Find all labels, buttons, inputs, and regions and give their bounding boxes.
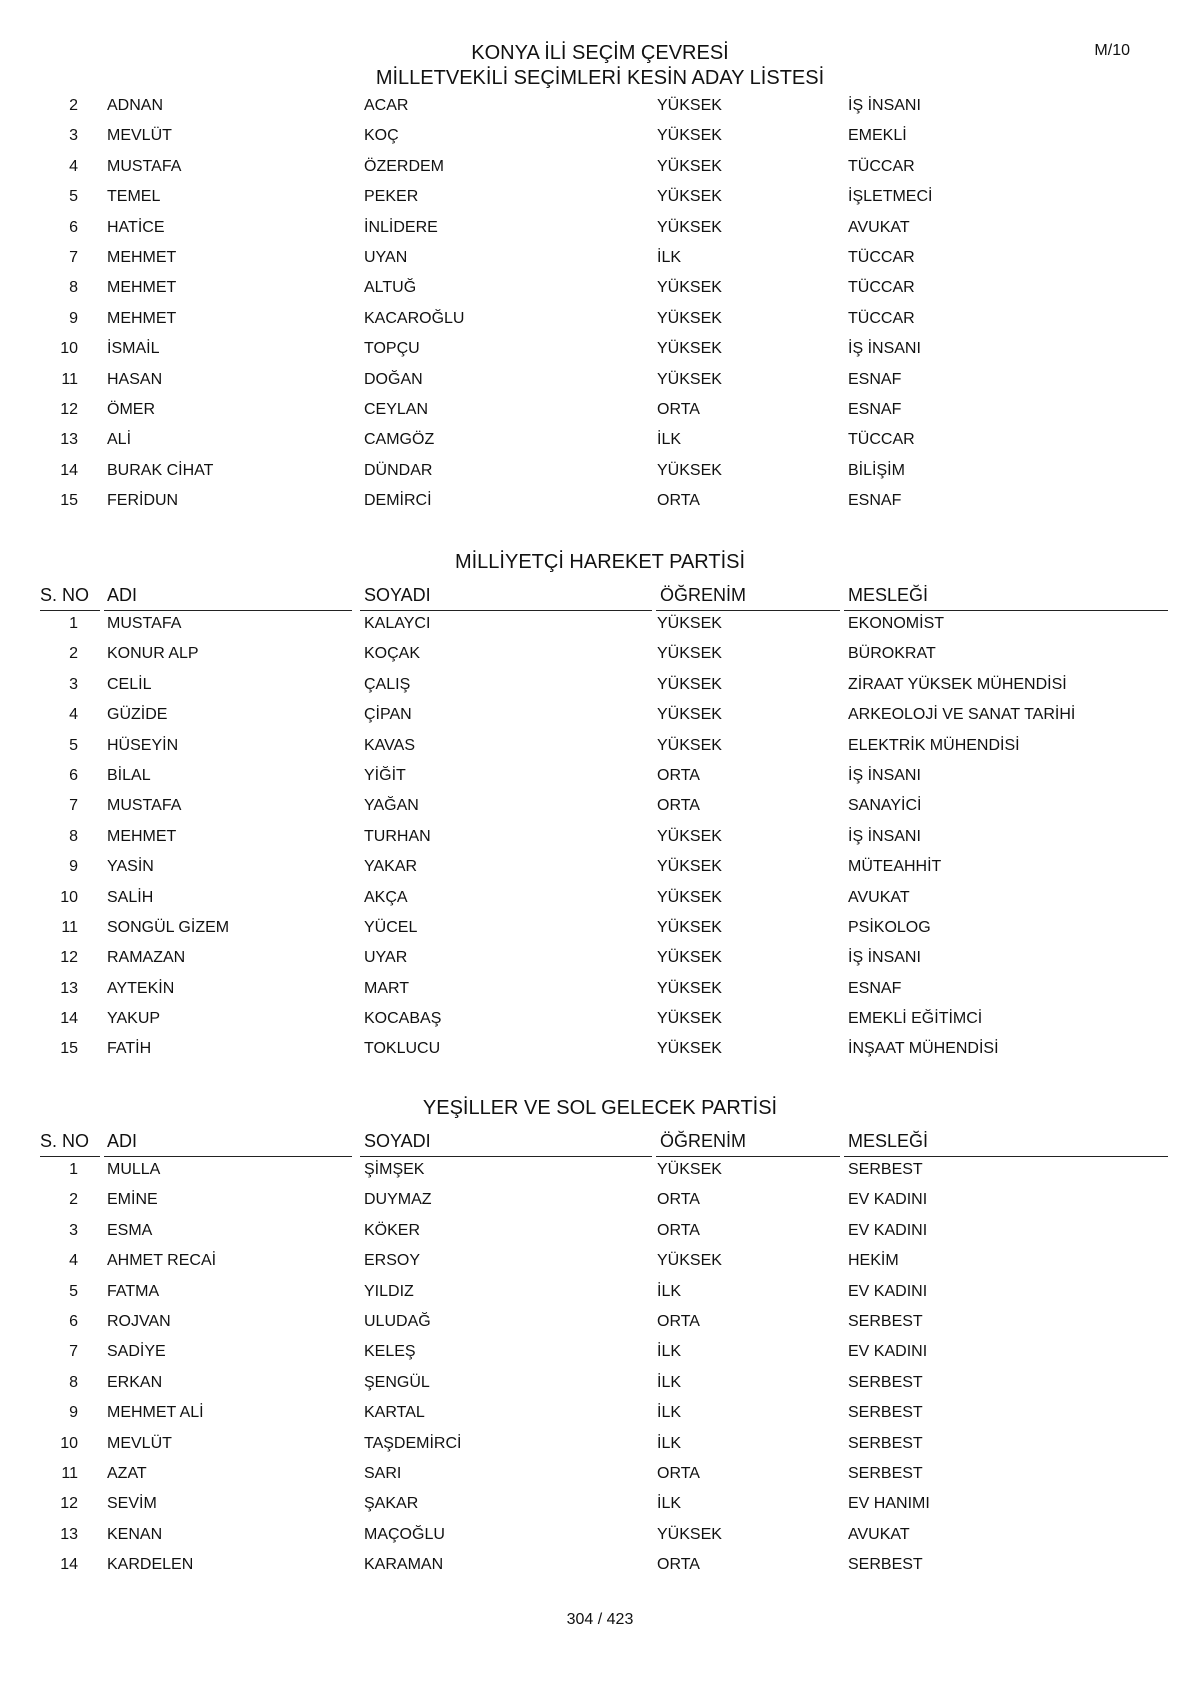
table-row — [0, 365, 1200, 395]
cell-ad: KONUR ALP — [107, 645, 199, 663]
cell-ad: GÜZİDE — [107, 706, 168, 724]
cell-ad: YAKUP — [107, 1010, 161, 1028]
cell-no: 8 — [69, 1373, 78, 1391]
mhp-table — [0, 609, 1200, 1065]
cell-meslek: EKONOMİST — [848, 615, 945, 632]
cell-ogrenim: YÜKSEK — [657, 979, 722, 997]
cell-soyad: KOCABAŞ — [364, 1010, 442, 1028]
cell-no: 7 — [69, 1343, 78, 1361]
cell-soyad: MAÇOĞLU — [364, 1525, 445, 1543]
cell-ogrenim: YÜKSEK — [657, 706, 722, 724]
cell-meslek: ELEKTRİK MÜHENDİSİ — [848, 736, 1020, 754]
cell-ad: AYTEKİN — [107, 979, 175, 997]
table-row — [0, 791, 1200, 821]
cell-meslek: TÜCCAR — [848, 279, 915, 297]
cell-ogrenim: YÜKSEK — [657, 675, 722, 693]
cell-soyad: YILDIZ — [364, 1282, 414, 1300]
cell-soyad: TAŞDEMİRCİ — [364, 1434, 462, 1452]
table-row — [0, 1489, 1200, 1519]
cell-soyad: TOPÇU — [364, 340, 420, 358]
cell-meslek: AVUKAT — [848, 1525, 910, 1543]
cell-meslek: İŞ İNSANI — [848, 827, 921, 845]
table-row — [0, 1277, 1200, 1307]
cell-no: 4 — [69, 706, 78, 724]
cell-soyad: TURHAN — [364, 827, 431, 845]
cell-no: 6 — [69, 1312, 78, 1330]
table-row — [0, 639, 1200, 669]
cell-soyad: ACAR — [364, 97, 409, 114]
cell-ogrenim: İLK — [657, 1373, 682, 1391]
yesiller-table — [0, 1155, 1200, 1580]
cell-ad: AZAT — [107, 1464, 147, 1482]
cell-soyad: KALAYCI — [364, 615, 431, 632]
cell-no: 9 — [69, 858, 78, 876]
table-row — [0, 609, 1200, 639]
cell-ad: ERKAN — [107, 1373, 163, 1391]
cell-no: 2 — [69, 97, 78, 114]
cell-ad: FATİH — [107, 1040, 152, 1058]
cell-soyad: SARI — [364, 1464, 402, 1482]
table-row — [0, 152, 1200, 182]
cell-no: 9 — [69, 1404, 78, 1422]
document-subtitle: MİLLETVEKİLİ SEÇİMLERİ KESİN ADAY LİSTESİ — [375, 67, 825, 89]
cell-meslek: SERBEST — [848, 1556, 923, 1574]
party-title-mhp: MİLLİYETÇİ HAREKET PARTİSİ — [454, 551, 746, 573]
cell-ogrenim: YÜKSEK — [657, 157, 722, 175]
cell-ogrenim: YÜKSEK — [657, 188, 722, 206]
cell-no: 11 — [61, 370, 78, 388]
cell-meslek: BİLİŞİM — [848, 461, 905, 479]
cell-ad: BURAK CİHAT — [107, 461, 214, 479]
cell-ad: SONGÜL GİZEM — [107, 918, 230, 936]
cell-ogrenim: İLK — [657, 431, 682, 449]
cell-no: 6 — [69, 766, 78, 784]
cell-soyad: ÇALIŞ — [364, 675, 411, 693]
cell-soyad: DÜNDAR — [364, 461, 433, 479]
cell-meslek: SERBEST — [848, 1373, 923, 1391]
col-ogrenim-header: ÖĞRENİM — [660, 585, 747, 605]
cell-soyad: YAKAR — [364, 858, 418, 876]
cell-ad: MEHMET — [107, 309, 177, 327]
cell-ogrenim: YÜKSEK — [657, 370, 722, 388]
cell-meslek: TÜCCAR — [848, 309, 915, 327]
cell-soyad: ŞİMŞEK — [364, 1161, 425, 1178]
cell-no: 10 — [60, 340, 78, 358]
table-row — [0, 1520, 1200, 1550]
cell-meslek: ESNAF — [848, 979, 902, 997]
cell-ad: SEVİM — [107, 1495, 157, 1513]
cell-ad: BİLAL — [107, 766, 151, 784]
page-code: M/10 — [1094, 42, 1130, 59]
cell-meslek: EV HANIMI — [848, 1495, 930, 1513]
table-row — [0, 273, 1200, 303]
cell-soyad: MART — [364, 979, 410, 997]
cell-soyad: TOKLUCU — [364, 1040, 441, 1058]
cell-ogrenim: ORTA — [657, 1191, 700, 1209]
cell-no: 1 — [69, 1161, 78, 1178]
cell-meslek: MÜTEAHHİT — [848, 858, 942, 876]
table-row — [0, 425, 1200, 455]
table-row — [0, 243, 1200, 273]
cell-ogrenim: YÜKSEK — [657, 1525, 722, 1543]
col-soyad-header: SOYADI — [364, 585, 431, 605]
table-row — [0, 1550, 1200, 1580]
cell-ad: HÜSEYİN — [107, 736, 179, 754]
cell-ogrenim: ORTA — [657, 766, 700, 784]
cell-soyad: ERSOY — [364, 1252, 421, 1270]
cell-meslek: AVUKAT — [848, 888, 910, 906]
cell-ad: MEHMET ALİ — [107, 1404, 204, 1422]
cell-ad: MEVLÜT — [107, 1434, 172, 1452]
cell-ogrenim: YÜKSEK — [657, 97, 722, 114]
cell-ad: TEMEL — [107, 188, 161, 206]
cell-ad: AHMET RECAİ — [107, 1252, 217, 1270]
cell-meslek: İŞ İNSANI — [848, 97, 921, 114]
cell-no: 2 — [69, 1191, 78, 1209]
cell-meslek: TÜCCAR — [848, 248, 915, 266]
col-no-header: S. NO — [40, 585, 90, 605]
cell-soyad: KÖKER — [364, 1221, 421, 1239]
cell-ogrenim: YÜKSEK — [657, 218, 722, 236]
cell-meslek: İŞLETMECİ — [848, 188, 933, 206]
table-row — [0, 943, 1200, 973]
table-row — [0, 1155, 1200, 1185]
cell-ogrenim: ORTA — [657, 797, 700, 815]
cell-soyad: DUYMAZ — [364, 1191, 432, 1209]
table-row — [0, 731, 1200, 761]
table-row — [0, 822, 1200, 852]
table-row — [0, 1216, 1200, 1246]
cell-no: 3 — [69, 675, 78, 693]
cell-ad: KENAN — [107, 1525, 163, 1543]
table-row — [0, 1185, 1200, 1215]
cell-ad: İSMAİL — [107, 340, 160, 358]
cell-meslek: TÜCCAR — [848, 431, 915, 449]
table-row — [0, 700, 1200, 730]
cell-no: 8 — [69, 279, 78, 297]
cell-no: 5 — [69, 1282, 78, 1300]
table-header — [40, 1131, 1168, 1157]
cell-ogrenim: YÜKSEK — [657, 1252, 722, 1270]
cell-no: 11 — [61, 1464, 78, 1482]
table-row — [0, 91, 1200, 121]
cell-meslek: EV KADINI — [848, 1221, 928, 1239]
cell-ogrenim: YÜKSEK — [657, 1161, 722, 1178]
cell-no: 12 — [60, 1495, 78, 1513]
table-row — [0, 1398, 1200, 1428]
table-row — [0, 213, 1200, 243]
cell-meslek: ARKEOLOJİ VE SANAT TARİHİ — [848, 706, 1076, 724]
cell-meslek: İŞ İNSANI — [848, 766, 921, 784]
cell-soyad: İNLİDERE — [364, 218, 438, 236]
cell-soyad: DEMİRCİ — [364, 492, 432, 510]
table-row — [0, 1337, 1200, 1367]
cell-ad: ADNAN — [107, 97, 164, 114]
cell-ad: EMİNE — [107, 1191, 158, 1209]
cell-ogrenim: YÜKSEK — [657, 645, 722, 663]
table-row — [0, 852, 1200, 882]
cell-no: 7 — [69, 248, 78, 266]
col-ad-header: ADI — [107, 585, 138, 605]
cell-meslek: ZİRAAT YÜKSEK MÜHENDİSİ — [848, 675, 1067, 693]
cell-no: 4 — [69, 157, 78, 175]
cell-ogrenim: İLK — [657, 248, 682, 266]
cell-soyad: YAĞAN — [364, 797, 419, 815]
table-row — [0, 334, 1200, 364]
table-row — [0, 1034, 1200, 1064]
table-row — [0, 670, 1200, 700]
cell-meslek: SERBEST — [848, 1161, 923, 1178]
cell-soyad: PEKER — [364, 188, 419, 206]
cell-ogrenim: YÜKSEK — [657, 858, 722, 876]
cell-soyad: UYAR — [364, 949, 408, 967]
cell-meslek: BÜROKRAT — [848, 645, 936, 663]
col-soyad-header: SOYADI — [364, 1131, 431, 1151]
cell-ogrenim: YÜKSEK — [657, 461, 722, 479]
col-meslek-header: MESLEĞİ — [848, 585, 929, 605]
cell-soyad: KOÇAK — [364, 645, 421, 663]
cell-meslek: ESNAF — [848, 492, 902, 510]
cell-ad: FERİDUN — [107, 492, 179, 510]
cell-ogrenim: ORTA — [657, 492, 700, 510]
cell-meslek: AVUKAT — [848, 218, 910, 236]
cell-ogrenim: YÜKSEK — [657, 888, 722, 906]
cell-ad: MUSTAFA — [107, 797, 182, 815]
cell-ogrenim: YÜKSEK — [657, 340, 722, 358]
cell-no: 6 — [69, 218, 78, 236]
cell-ogrenim: ORTA — [657, 400, 700, 418]
table-row — [0, 1459, 1200, 1489]
cell-no: 15 — [60, 492, 78, 510]
cell-soyad: KOÇ — [364, 127, 399, 145]
cell-ogrenim: ORTA — [657, 1464, 700, 1482]
cell-ad: HATİCE — [107, 218, 165, 236]
cell-ad: FATMA — [107, 1282, 160, 1300]
cell-no: 8 — [69, 827, 78, 845]
table-row — [0, 913, 1200, 943]
cell-ogrenim: YÜKSEK — [657, 827, 722, 845]
table-row — [0, 456, 1200, 486]
cell-no: 5 — [69, 736, 78, 754]
table-row — [0, 395, 1200, 425]
table-row — [0, 1368, 1200, 1398]
cell-ogrenim: YÜKSEK — [657, 949, 722, 967]
cell-meslek: İŞ İNSANI — [848, 340, 921, 358]
cell-ad: SADİYE — [107, 1343, 166, 1361]
cell-ad: ESMA — [107, 1221, 153, 1239]
cell-soyad: ÖZERDEM — [364, 157, 444, 175]
cell-soyad: AKÇA — [364, 888, 408, 906]
cell-ad: ÖMER — [107, 400, 155, 418]
cell-no: 3 — [69, 1221, 78, 1239]
cell-ad: MUSTAFA — [107, 615, 182, 632]
cell-no: 7 — [69, 797, 78, 815]
table-row — [0, 1246, 1200, 1276]
cell-ogrenim: ORTA — [657, 1221, 700, 1239]
cell-ad: MEHMET — [107, 248, 177, 266]
document-title: KONYA İLİ SEÇİM ÇEVRESİ — [471, 42, 729, 64]
cell-meslek: EV KADINI — [848, 1282, 928, 1300]
table-header — [40, 585, 1168, 611]
cell-no: 2 — [69, 645, 78, 663]
cell-meslek: SERBEST — [848, 1464, 923, 1482]
cell-ogrenim: İLK — [657, 1282, 682, 1300]
cell-soyad: ÇİPAN — [364, 706, 412, 724]
cell-ogrenim: İLK — [657, 1404, 682, 1422]
cell-no: 10 — [60, 888, 78, 906]
cell-ogrenim: YÜKSEK — [657, 736, 722, 754]
cell-ogrenim: ORTA — [657, 1556, 700, 1574]
cell-soyad: YÜCEL — [364, 918, 418, 936]
cell-ad: SALİH — [107, 888, 154, 906]
cell-meslek: EMEKLİ — [848, 127, 907, 145]
cell-soyad: UYAN — [364, 248, 408, 266]
col-meslek-header: MESLEĞİ — [848, 1131, 929, 1151]
party-title-yesiller: YEŞİLLER VE SOL GELECEK PARTİSİ — [422, 1097, 778, 1119]
cell-soyad: ŞAKAR — [364, 1495, 419, 1513]
cell-meslek: EV KADINI — [848, 1343, 928, 1361]
cell-ogrenim: İLK — [657, 1495, 682, 1513]
cell-soyad: ŞENGÜL — [364, 1373, 430, 1391]
cell-meslek: SANAYİCİ — [848, 797, 922, 815]
cell-no: 13 — [60, 979, 78, 997]
cell-meslek: EMEKLİ EĞİTİMCİ — [848, 1010, 983, 1028]
cell-ad: KARDELEN — [107, 1556, 194, 1574]
cell-ogrenim: YÜKSEK — [657, 615, 722, 632]
cell-soyad: ULUDAĞ — [364, 1312, 431, 1330]
cell-ogrenim: İLK — [657, 1434, 682, 1452]
table-row — [0, 182, 1200, 212]
cell-meslek: HEKİM — [848, 1252, 899, 1270]
cell-soyad: KARTAL — [364, 1404, 425, 1422]
table-row — [0, 1429, 1200, 1459]
cell-soyad: KAVAS — [364, 736, 415, 754]
table-row — [0, 1004, 1200, 1034]
cell-no: 13 — [60, 431, 78, 449]
cell-soyad: KARAMAN — [364, 1556, 444, 1574]
cell-no: 12 — [60, 949, 78, 967]
cell-meslek: SERBEST — [848, 1312, 923, 1330]
cell-ogrenim: YÜKSEK — [657, 127, 722, 145]
cell-soyad: KELEŞ — [364, 1343, 416, 1361]
cell-ad: MEHMET — [107, 279, 177, 297]
cell-no: 10 — [60, 1434, 78, 1452]
cell-no: 1 — [69, 615, 78, 632]
cell-soyad: CAMGÖZ — [364, 431, 435, 449]
cell-ogrenim: YÜKSEK — [657, 309, 722, 327]
table-row — [0, 761, 1200, 791]
col-ad-header: ADI — [107, 1131, 138, 1151]
cell-no: 14 — [60, 1010, 78, 1028]
cell-soyad: ALTUĞ — [364, 279, 417, 297]
cell-no: 15 — [60, 1040, 78, 1058]
cell-ogrenim: YÜKSEK — [657, 918, 722, 936]
table-row — [0, 974, 1200, 1004]
cell-ad: YASİN — [107, 858, 154, 876]
cell-ad: HASAN — [107, 370, 163, 388]
cell-no: 5 — [69, 188, 78, 206]
cell-soyad: YİĞİT — [364, 766, 406, 784]
cell-soyad: KACAROĞLU — [364, 309, 465, 327]
cell-ad: MEVLÜT — [107, 127, 172, 145]
cell-no: 4 — [69, 1252, 78, 1270]
cell-no: 14 — [60, 461, 78, 479]
cell-meslek: SERBEST — [848, 1404, 923, 1422]
col-ogrenim-header: ÖĞRENİM — [660, 1131, 747, 1151]
cell-no: 13 — [60, 1525, 78, 1543]
cell-ogrenim: İLK — [657, 1343, 682, 1361]
cell-ogrenim: YÜKSEK — [657, 1010, 722, 1028]
table-row — [0, 304, 1200, 334]
continued-table — [0, 91, 1200, 516]
cell-meslek: TÜCCAR — [848, 157, 915, 175]
cell-no: 3 — [69, 127, 78, 145]
cell-soyad: DOĞAN — [364, 370, 423, 388]
cell-meslek: İŞ İNSANI — [848, 949, 921, 967]
cell-ad: ROJVAN — [107, 1312, 171, 1330]
cell-ad: ALİ — [107, 431, 132, 449]
table-row — [0, 121, 1200, 151]
col-no-header: S. NO — [40, 1131, 90, 1151]
cell-no: 12 — [60, 400, 78, 418]
cell-ogrenim: YÜKSEK — [657, 1040, 722, 1058]
cell-meslek: ESNAF — [848, 370, 902, 388]
cell-meslek: ESNAF — [848, 400, 902, 418]
cell-no: 9 — [69, 309, 78, 327]
cell-ad: CELİL — [107, 675, 152, 693]
cell-ogrenim: ORTA — [657, 1312, 700, 1330]
table-row — [0, 1307, 1200, 1337]
cell-meslek: İNŞAAT MÜHENDİSİ — [848, 1040, 999, 1058]
cell-ad: MULLA — [107, 1161, 161, 1178]
table-row — [0, 883, 1200, 913]
cell-ogrenim: YÜKSEK — [657, 279, 722, 297]
cell-ad: MEHMET — [107, 827, 177, 845]
page-number: 304 / 423 — [566, 1611, 634, 1628]
cell-ad: RAMAZAN — [107, 949, 186, 967]
cell-meslek: PSİKOLOG — [848, 918, 931, 936]
cell-ad: MUSTAFA — [107, 157, 182, 175]
table-row — [0, 486, 1200, 516]
cell-no: 14 — [60, 1556, 78, 1574]
cell-meslek: SERBEST — [848, 1434, 923, 1452]
cell-meslek: EV KADINI — [848, 1191, 928, 1209]
cell-soyad: CEYLAN — [364, 400, 429, 418]
cell-no: 11 — [61, 918, 78, 936]
